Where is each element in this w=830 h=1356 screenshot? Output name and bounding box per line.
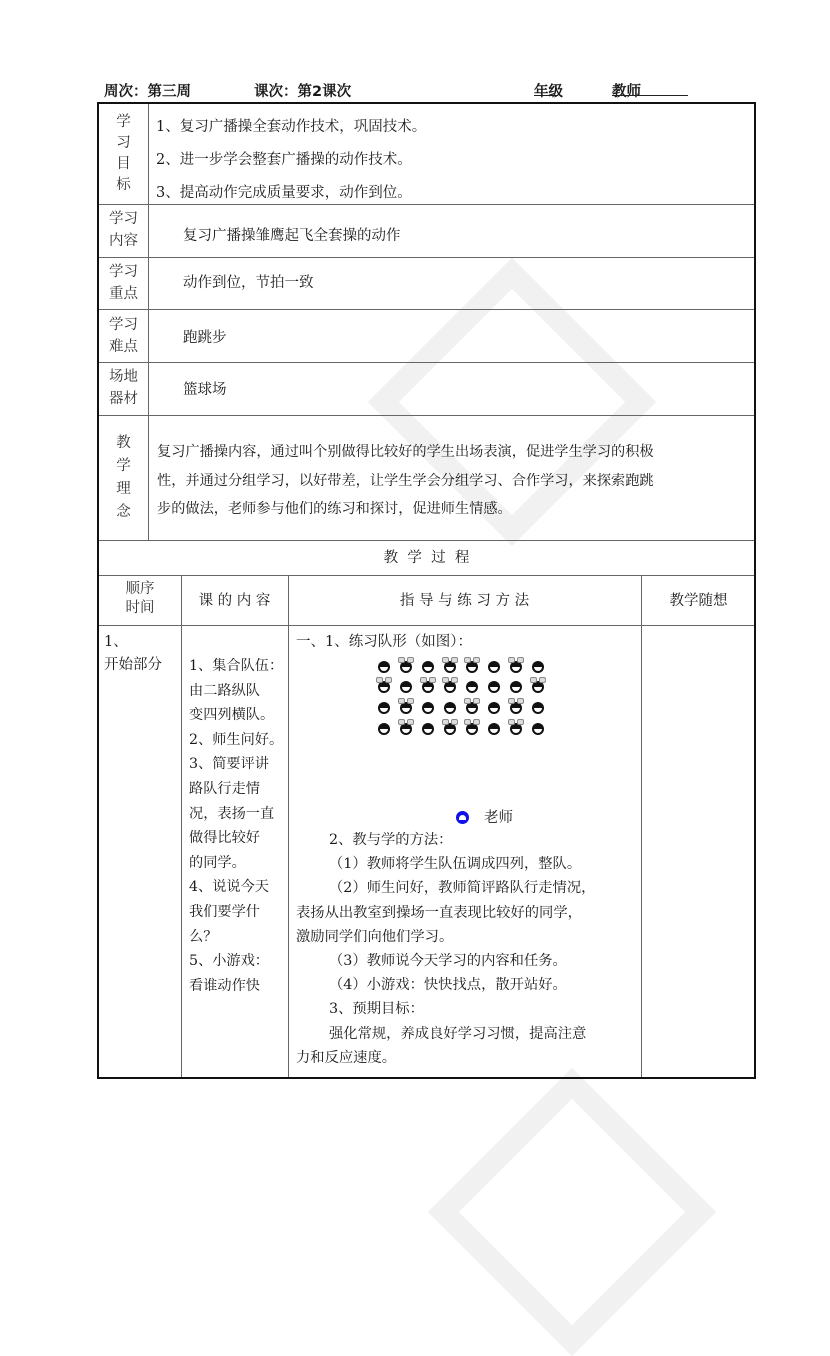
teacher-label: 教师 [612,84,641,100]
girl-student-icon [510,702,522,714]
girl-student-icon [378,681,390,693]
girl-student-icon [400,723,412,735]
lesson-label: 课次：第2课次 [254,84,352,100]
philosophy-text: 复习广播操内容，通过叫个别做得比较好的学生出场表演，促进学生学习的积极 性，并通过分组学习，以好带差，让学生学会分组学习、合作学习，来探索跑跳 步的做法，老师参与他们的练习和探讨，促进师生情感。 [157,444,654,517]
week-label: 周次：第三周 [104,84,191,100]
boy-student-icon [444,702,456,714]
content-label: 学习 内容 [109,211,138,249]
watermark-logo [428,1068,716,1356]
boy-student-icon [422,723,434,735]
boy-student-icon [532,702,544,714]
boy-student-icon [488,661,500,673]
boy-student-icon [378,723,390,735]
philosophy-label: 教 学 理 念 [116,435,131,520]
girl-student-icon [466,702,478,714]
girl-student-icon [400,702,412,714]
column-header-content: 课 的 内 容 [198,593,271,609]
difficulties-text: 跑跳步 [183,330,227,346]
grade-label: 年级 [534,84,563,100]
boy-student-icon [378,702,390,714]
boy-student-icon [422,661,434,673]
girl-student-icon [510,723,522,735]
objective-item: 2、进一步学会整套广播操的动作技术。 [156,152,412,168]
boy-student-icon [488,723,500,735]
column-header-method: 指 导 与 练 习 方 法 [399,593,530,609]
formation-title: 一、1、练习队形（如图）： [296,634,472,650]
objective-item: 3、提高动作完成质量要求，动作到位。 [156,185,412,201]
boy-student-icon [488,681,500,693]
girl-student-icon [532,681,544,693]
girl-student-icon [444,681,456,693]
girl-student-icon [400,661,412,673]
venue-label: 场地 器材 [109,369,138,407]
content-text: 复习广播操雏鹰起飞全套操的动作 [183,228,401,244]
section-number: 1、 [104,634,128,650]
key-points-label: 学习 重点 [109,264,138,302]
document-header [104,80,724,102]
objective-item: 1、复习广播操全套动作技术，巩固技术。 [156,119,427,135]
venue-text: 篮球场 [183,382,227,398]
objectives-label: 学 习 目 标 [116,114,131,193]
girl-student-icon [466,723,478,735]
process-title: 教 学 过 程 [383,550,470,566]
section-name: 开始部分 [104,657,162,673]
girl-student-icon [510,661,522,673]
boy-student-icon [422,702,434,714]
boy-student-icon [532,723,544,735]
teacher-icon [456,811,469,824]
girl-student-icon [466,661,478,673]
boy-student-icon [510,681,522,693]
column-header-reflection: 教学随想 [669,593,728,609]
section-content: 1、集合队伍： 由二路纵队 变四列横队。 2、师生问好。 3、简要评讲 路队行走情 况，表扬一直 做得比较好 的同学。 4、说说今天 我们要学什 么？ 5、小游戏： 看谁动作快 [189,658,284,994]
column-header-order: 顺序 时间 [125,581,155,616]
key-points-text: 动作到位，节拍一致 [183,275,314,291]
girl-student-icon [444,661,456,673]
teacher-legend: 老师 [484,810,513,826]
boy-student-icon [466,681,478,693]
girl-student-icon [422,681,434,693]
difficulties-label: 学习 难点 [109,317,138,355]
method-text: 2、教与学的方法： （1）教师将学生队伍调成四列，整队。 （2）师生问好，教师简评路队行走情况， 表扬从出教室到操场一直表现比较好的同学， 激励同学们向他们学习。 （3）教师说今天学习的内容和任务。 （4）小游戏：快快找点，散开站好。 3、预期目标： 强化常规，养成良好学习习惯，提高注意 力和反应速度。 [296,832,596,1066]
boy-student-icon [378,661,390,673]
girl-student-icon [444,723,456,735]
boy-student-icon [532,661,544,673]
boy-student-icon [400,681,412,693]
boy-student-icon [488,702,500,714]
